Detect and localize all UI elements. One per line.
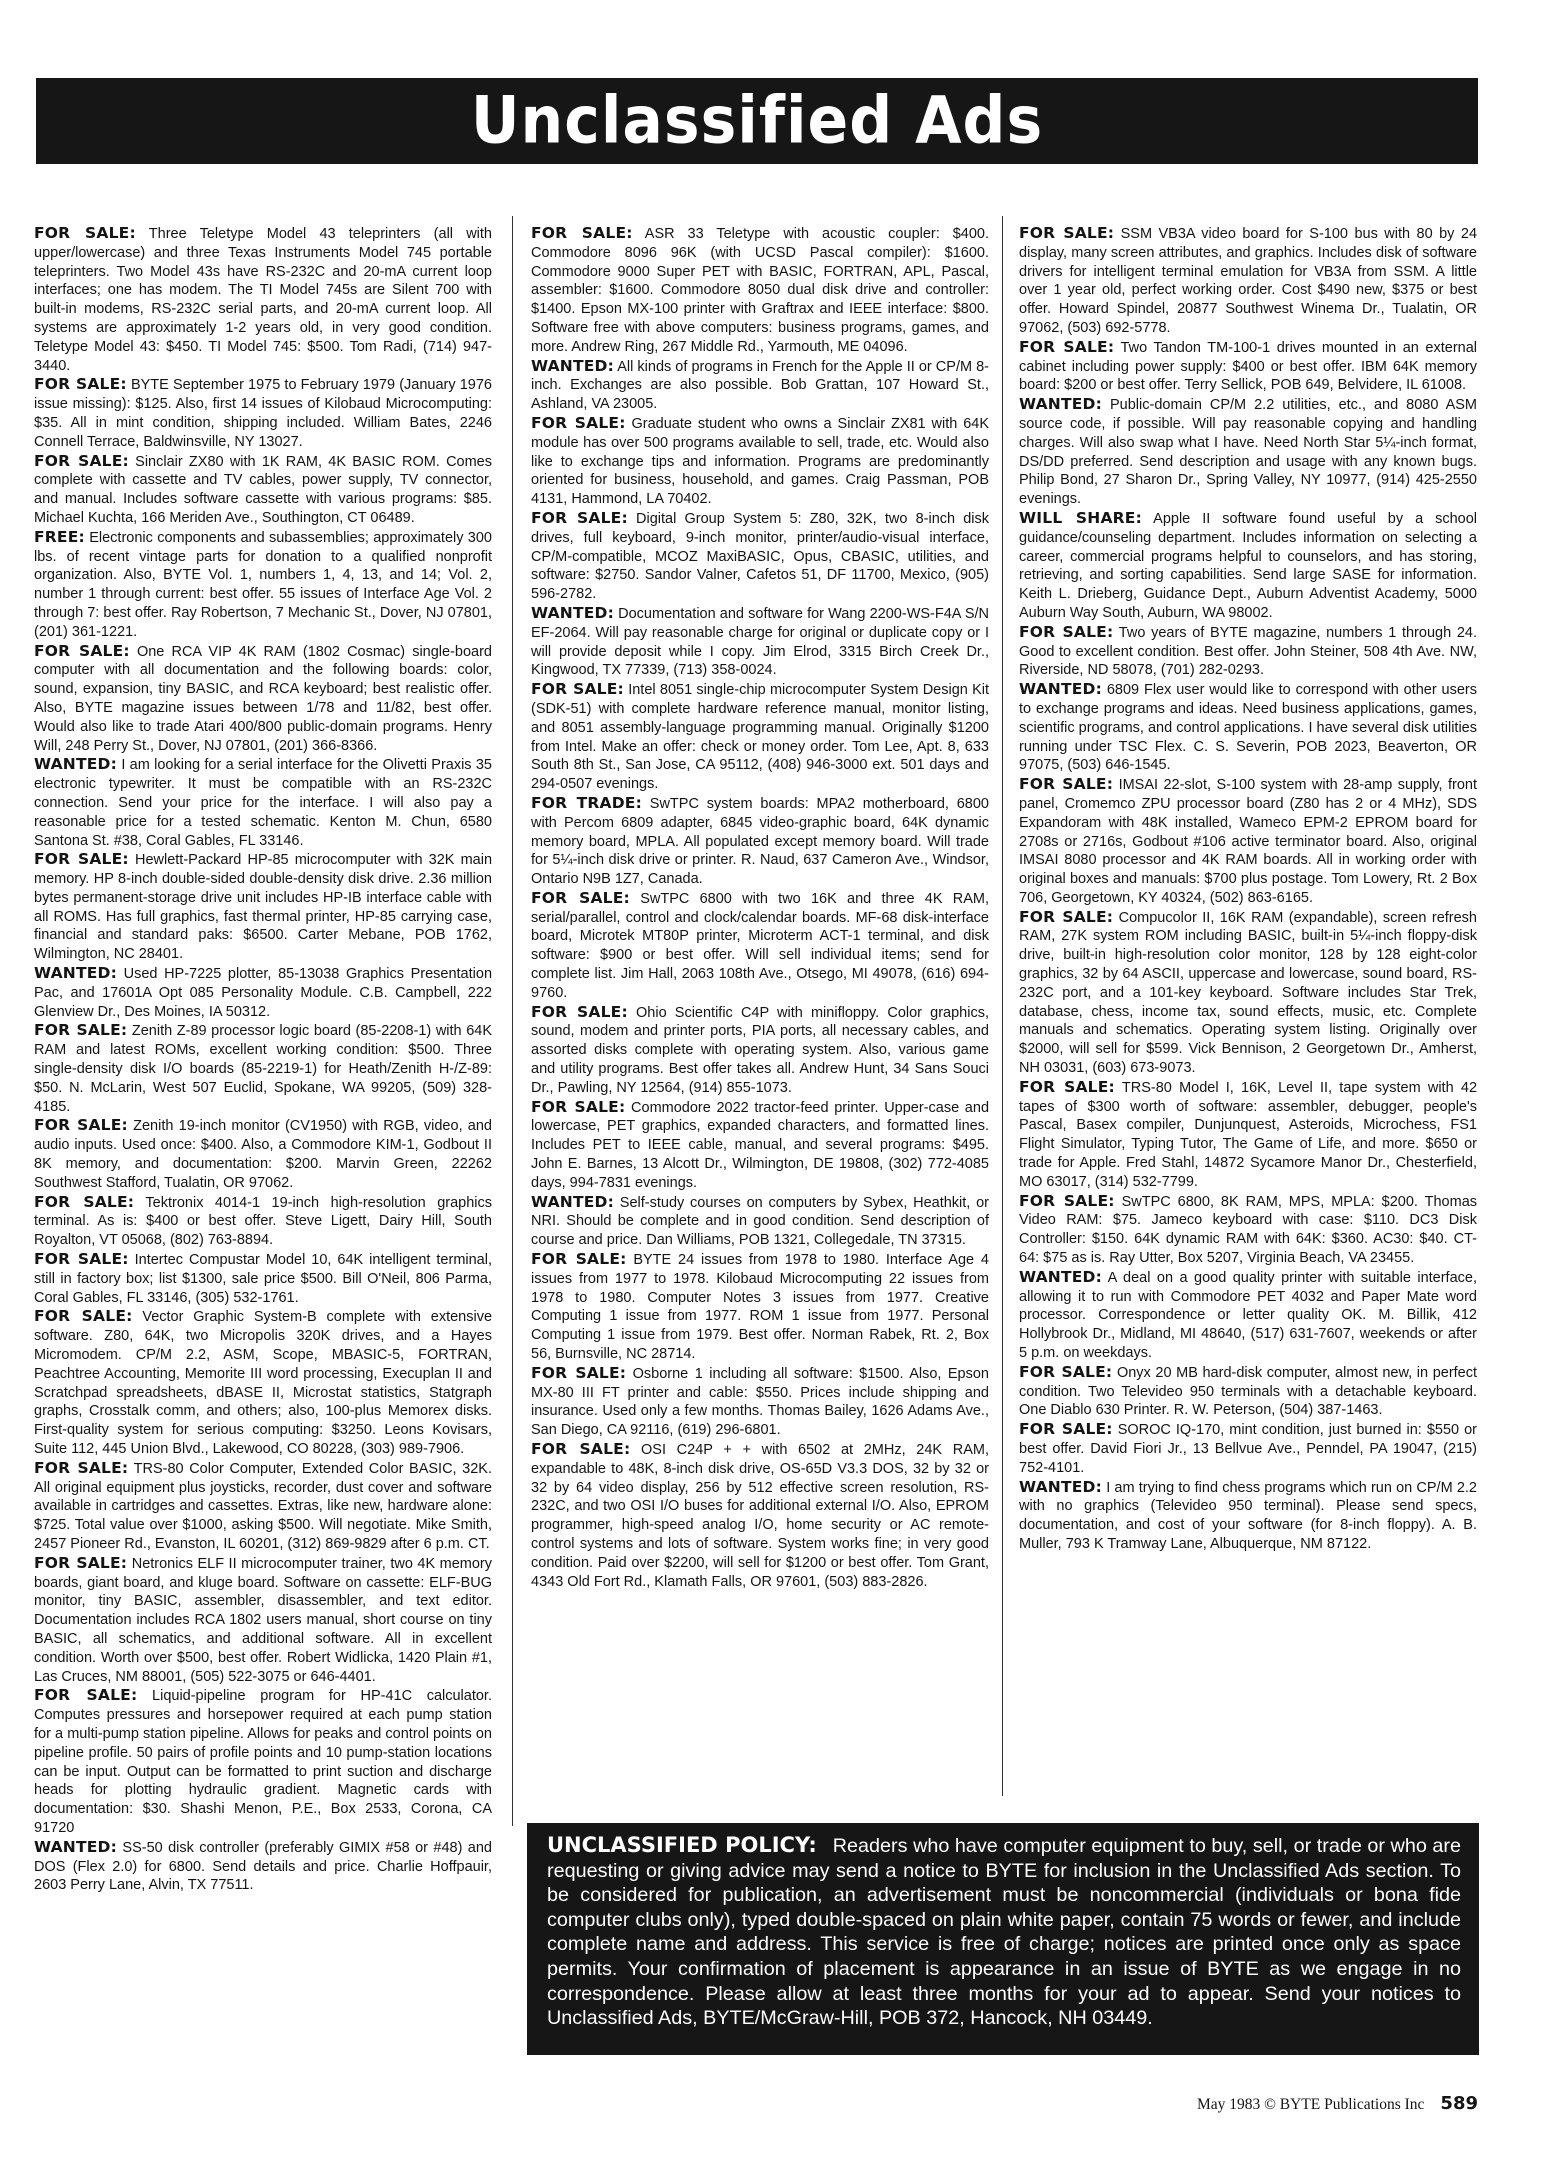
ad-label: FOR SALE: (531, 1097, 626, 1116)
ad-listing (34, 755, 492, 850)
ad-listing (1019, 395, 1477, 509)
ad-text: I am looking for a serial interface for the Olivetti Praxis 35 electronic typewriter. It must be compatible with an RS-232C connection. Send your price for the interface. I will also pay a reasonable price for a tested schematic. Kenton M. Chun, 6580 Santona St. #38, Coral Gables, FL 33146. (34, 757, 492, 849)
section-banner (36, 78, 1478, 164)
ad-text: Onyx 20 MB hard-disk computer, almost new, in perfect condition. Two Televideo 950 terminals with a detachable keyboard. One Diablo 630 Printer. R. W. Peterson, (504) 387-1463. (1019, 1364, 1478, 1419)
ad-label: FOR SALE: (1019, 1420, 1113, 1439)
ad-label: WANTED: (531, 603, 614, 622)
ad-text: SwTPC 6800, 8K RAM, MPS, MPLA: $200. Thomas Video RAM: $75. Jameco keyboard with case: $110. DC3 Disk Controller: $150. 64K dynamic RAM with 64K: $360. AC30: $40. CT-64: $75 as is. Ray Utter, Box 5207, Virginia Beach, VA 23455. (1019, 1193, 1478, 1267)
ad-listing (34, 224, 492, 375)
ad-listing (34, 964, 492, 1021)
ad-listing (1019, 775, 1477, 908)
ad-text: SwTPC system boards: MPA2 motherboard, 6800 with Percom 6809 adapter, 6845 video-graphic board, 64K dynamic memory board, MPLA. All populated except memory board. Will trade for 5¼-inch disk drive or printer. R. Naud, 637 Cameron Ave., Windsor, Ontario N9B 1Z7, Canada. (531, 795, 989, 888)
ad-text: ASR 33 Teletype with acoustic coupler: $400. Commodore 8096 96K (with UCSD Pascal compiler): $1600. Commodore 9000 Super PET with BASIC, FORTRAN, APL, Pascal, assembler: $1600. Commodore 8050 dual disk drive and controller: $1400. Epson MX-100 printer with Graftrax and IEEE interface: $800. Software free with above computers: business programs, games, and more. Andrew Ring, 267 Middle Rd., Yarmouth, ME 04096. (531, 226, 990, 355)
section-title: Unclassified Ads (470, 83, 1044, 159)
ad-text: Three Teletype Model 43 teleprinters (all with upper/lowercase) and three Texas Instruments Model 745 portable teleprinters. Two Model 43s have RS-232C and 20-mA current loop interfaces; one has modem. The TI Model 745s are Silent 700 with built-in modems, RS-232C serial parts, and 20-mA current loop. All systems are approximately 1-2 years old, in very good condition. Teletype Model 43: $450. TI Model 745: $500. Tom Radi, (714) 947-3440. (34, 226, 492, 374)
ad-text: Liquid-pipeline program for HP-41C calculator. Computes pressures and horsepower required at each pump station for a multi-pump station pipeline. Allows for peaks and control points on pipeline profile. 50 pairs of profile points and 10 pump-station locations can be input. Output can be formatted to print suction and discharge heads for plotting hydraulic gradient. Magnetic cards with documentation: $30. Shashi Menon, P.E., Box 2533, Corona, CA 91720 (34, 1688, 492, 1836)
ad-text: A deal on a good quality printer with suitable interface, allowing it to run with Commodore PET 4032 and Paper Mate word processor. Correspondence or letter quality OK. M. Billik, 412 Hollybrook Dr., Midland, MI 48640, (517) 631-7607, weekends or after 5 p.m. on weekdays. (1019, 1269, 1477, 1362)
ad-text: Digital Group System 5: Z80, 32K, two 8-inch disk drives, full keyboard, 9-inch monitor, printer/audio-visual interface, CP/M-compatible, MCOZ MaxiBASIC, Opus, CBASIC, utilities, and software: $2750. Sandor Valner, Cafetos 51, DF 11700, Mexico, (905) 596-2782. (531, 510, 990, 603)
ad-listing (34, 642, 492, 756)
policy-text: Readers who have computer equipment to buy, sell, or trade or who are requesting or giving advice may send a notice to BYTE for inclusion in the Unclassified Ads section. To be considered for publication, an advertisement must be noncommercial (individuals or bona fide computer clubs only), typed double-spaced on plain white paper, contain 75 words or fewer, and include complete name and address. This service is free of charge; notices are printed once only as space permits. Your confirmation of placement is appearance in an issue of BYTE as we engage in no correspondence. Please allow at least three months for your ad to appear. Send your notices to Unclassified Ads, BYTE/McGraw-Hill, POB 372, Hancock, NH 03449. (547, 1835, 1461, 2030)
unclassified-policy-box (527, 1823, 1479, 2055)
ad-label: FOR SALE: (1019, 622, 1114, 641)
ad-text: OSI C24P + + with 6502 at 2MHz, 24K RAM, expandable to 48K, 8-inch disk drive, OS-65D V3.3 DOS, 32 by 32 or 32 by 64 video display, 256 by 512 effective screen resolution, RS-232C, and two OSI I/O buses for additional external I/O. Also, EPROM programmer, high-speed analog I/O, home security or AC remote-control systems and lots of software. System works fine; in very good condition. Paid over $2200, will sell for $1200 or best offer. Tom Grant, 4343 Old Fort Rd., Klamath Falls, OR 97601, (503) 883-2826. (531, 1442, 990, 1590)
ad-label: FOR SALE: (34, 1116, 128, 1135)
ad-label: FOR SALE: (531, 680, 624, 699)
ad-label: WILL SHARE: (1019, 508, 1142, 527)
ad-text: Two years of BYTE magazine, numbers 1 through 24. Good to excellent condition. Best offer. John Steiner, 508 4th Ave. NW, Riverside, ND 58078, (701) 282-0293. (1019, 624, 1477, 679)
ad-label: FREE: (34, 527, 85, 546)
ad-text: Public-domain CP/M 2.2 utilities, etc., and 8080 ASM source code, if possible. Will pay reasonable copying and handling charges. Will also swap what I have. Need North Star 5¼-inch format, DS/DD preferred. Send description and usage with any known bugs. Philip Bond, 27 Sharon Dr., Spring Valley, NY 10977, (914) 425-2550 evenings. (1019, 397, 1478, 508)
ad-listing (1019, 1420, 1477, 1477)
ad-label: FOR SALE: (34, 1021, 128, 1040)
ad-text: Intertec Compustar Model 10, 64K intelligent terminal, still in factory box; list $1300, sale price $500. Bill O'Neil, 806 Parma, Coral Gables, FL 33146, (305) 532-1761. (34, 1252, 492, 1306)
ad-listing (531, 1193, 989, 1250)
page-footer (1197, 2093, 1478, 2114)
ad-label: FOR SALE: (531, 508, 628, 527)
ad-listing (1019, 1363, 1477, 1420)
ad-text: SSM VB3A video board for S-100 bus with 80 by 24 display, many screen attributes, and graphics. Includes disk of software drivers for intelligent terminal emulation for VB3A from SSM. A little over 1 year old, perfect working order. Cost $490 new, $375 or best offer. Howard Spindel, 20877 Southwest Winema Dr., Tualatin, OR 97062, (503) 692-5778. (1019, 226, 1478, 336)
ad-text: Apple II software found useful by a school guidance/counseling department. Includes information on selecting a career, commercial programs helpful to counselors, and has storing, retrieving, and sorting capabilities. Send large SASE for information. Keith L. Drieberg, Guidance Dept., Auburn Adventist Academy, 5000 Auburn Way South, Auburn, WA 98002. (1019, 510, 1477, 621)
ad-text: Intel 8051 single-chip microcomputer System Design Kit (SDK-51) with complete hardware reference manual, monitor listing, and 8051 assembly-language programming manual. Originally $1200 from Intel. Make an offer: check or money order. Tom Lee, Apt. 8, 633 South 8th St., San Jose, CA 95112, (408) 946-3000 ext. 501 days and 294-0507 evenings. (531, 682, 990, 793)
ad-text: SwTPC 6800 with two 16K and three 4K RAM, serial/parallel, control and clock/calendar boards. MF-68 disk-interface board, Microtek MT80P printer, Microterm ACT-1 terminal, and disk software: $900 or best offer. Will sell individual items; send for complete list. Jim Hall, 2063 108th Ave., Otsego, MI 49078, (616) 694-9760. (531, 890, 990, 1001)
ad-listing (34, 1116, 492, 1192)
ad-label: FOR SALE: (34, 1307, 133, 1326)
ad-label: FOR SALE: (531, 413, 626, 432)
ad-listing (1019, 1478, 1477, 1554)
ad-listing (34, 1307, 492, 1458)
ad-label: FOR SALE: (34, 1250, 129, 1269)
ad-text: Graduate student who owns a Sinclair ZX81 with 64K module has over 500 programs available to sell, trade, etc. Would also like to exchange tips and information. Programs are predominantly oriented for business, household, and games. Craig Passman, POB 4131, Hammond, LA 70402. (531, 415, 989, 508)
ad-listing (1019, 1268, 1477, 1363)
ad-listing (1019, 908, 1477, 1078)
ad-text: Zenith Z-89 processor logic board (85-2208-1) with 64K RAM and latest ROMs, excellent working condition: $500. Three single-density disk I/O boards (85-2219-1) for Heath/Zenith H-/Z-89: $50. N. McLarin, West 507 Euclid, Spokane, WA 99205, (509) 328-4185. (34, 1023, 493, 1115)
ad-label: WANTED: (1019, 1267, 1102, 1286)
ad-text: Vector Graphic System-B complete with extensive software. Z80, 64K, two Micropolis 320K drives, and a Hayes Micromodem. CP/M 2.2, ASM, Scope, MBASIC-5, FORTRAN, Peachtree Accounting, Memorite III word processing, Execuplan II and Scratchpad spreadsheets, dBASE II, Microstat statistics, Statgraph graphs, Crosstalk comm, and others; also, 100-plus Memorex disks. First-quality system for serious computing: $3250. Leons Kovisars, Suite 112, 445 Union Blvd., Lakewood, CO 80228, (303) 989-7906. (34, 1309, 493, 1457)
ad-listing (34, 1459, 492, 1554)
ad-text: TRS-80 Model I, 16K, Level II, tape system with 42 tapes of $300 worth of software: assembler, debugger, people's Pascal, Basex compiler, Dunjunquest, Asteroids, Microchess, FS1 Flight Simulator, Typing Tutor, The Game of Life, and more. $650 or trade for Apple. Fred Stahl, 14872 Sycamore Manor Dr., Chesterfield, MO 63017, (314) 532-7799. (1019, 1079, 1478, 1190)
ad-text: Sinclair ZX80 with 1K RAM, 4K BASIC ROM. Comes complete with cassette and TV cables, power supply, TV connector, and manual. Includes software cassette with various programs: $85. Michael Kuchta, 166 Meriden Ave., Southington, CT 06489. (34, 453, 492, 526)
ad-listing (1019, 224, 1477, 338)
ad-label: FOR SALE: (34, 1553, 128, 1572)
ad-text: BYTE September 1975 to February 1979 (January 1976 issue missing): $125. Also, first 14 issues of Kilobaud Microcomputing: $35. All in mint condition, shipping included. William Bates, 2246 Connell Terrace, Baldwinsville, NY 13027. (34, 377, 492, 450)
ad-text: Tektronix 4014-1 19-inch high-resolution graphics terminal. As is: $400 or best offer. Steve Ligett, Dairy Hill, South Royalton, VT 05068, (802) 763-8894. (34, 1194, 493, 1249)
ad-text: SS-50 disk controller (preferably GIMIX #58 or #48) and DOS (Flex 2.0) for 6800. Send details and price. Charlie Hoffpauir, 2603 Perry Lane, Alvin, TX 77511. (34, 1839, 492, 1894)
ad-label: FOR SALE: (531, 224, 633, 242)
ad-label: WANTED: (531, 356, 614, 375)
ad-listing (531, 1440, 989, 1591)
ads-column-3 (1019, 224, 1477, 1554)
ads-column-1 (34, 224, 492, 1895)
ad-listing (531, 680, 989, 794)
ad-listing (1019, 1078, 1477, 1192)
ad-listing (531, 509, 989, 604)
ad-label: FOR SALE: (34, 1192, 135, 1211)
ad-listing (531, 794, 989, 889)
ad-label: WANTED: (1019, 395, 1102, 414)
ad-label: FOR TRADE: (531, 793, 642, 812)
ad-label: FOR SALE: (531, 1002, 628, 1021)
ad-listing (34, 1686, 492, 1837)
ad-text: Documentation and software for Wang 2200-WS-F4A S/N EF-2064. Will pay reasonable charge for original or duplicate copy or I will provide deposit while I copy. Jim Elrod, 3315 Birch Creek Dr., Kingwood, TX 77339, (713) 358-0024. (531, 605, 989, 679)
ad-label: FOR SALE: (1019, 1077, 1115, 1096)
ad-listing (531, 224, 989, 357)
ad-listing (531, 357, 989, 414)
ad-label: FOR SALE: (531, 888, 630, 907)
page-number: 589 (1440, 2093, 1478, 2114)
footer-credit: May 1983 © BYTE Publications Inc (1196, 2096, 1425, 2113)
policy-label: UNCLASSIFIED POLICY: (547, 1833, 817, 1857)
ad-text: Used HP-7225 plotter, 85-13038 Graphics Presentation Pac, and 17601A Opt 085 Personality Module. C.B. Campbell, 222 Glenview Dr., Des Moines, IA 50312. (34, 966, 493, 1020)
ad-label: FOR SALE: (34, 375, 127, 394)
ad-listing (34, 1021, 492, 1116)
column-divider-2 (1002, 216, 1003, 1796)
column-divider-1 (512, 216, 513, 1826)
ad-label: FOR SALE: (1019, 1362, 1113, 1381)
ad-listing (34, 1838, 492, 1895)
ad-listing (1019, 1192, 1477, 1268)
ad-label: FOR SALE: (531, 1363, 627, 1382)
ad-listing (1019, 338, 1477, 395)
ad-listing (1019, 680, 1477, 775)
ad-label: FOR SALE: (34, 641, 130, 660)
ad-label: WANTED: (1019, 680, 1102, 699)
ad-text: Commodore 2022 tractor-feed printer. Upper-case and lowercase, PET graphics, expanded characters, and formatted lines. Includes PET to IEEE cable, manual, and several programs: $495. John E. Barnes, 13 Alcott Dr., Wilmington, DE 19808, (302) 772-4085 days, 994-7831 evenings. (531, 1099, 990, 1191)
ad-listing (34, 1193, 492, 1250)
ad-text: Self-study courses on computers by Sybex, Heathkit, or NRI. Should be complete and in good condition. Send description of course and price. Dan Williams, POB 1321, Collegedale, TN 37315. (531, 1194, 989, 1249)
ad-text: Electronic components and subassemblies; approximately 300 lbs. of recent vintage parts for donation to a qualified nonprofit organization. Also, BYTE Vol. 1, numbers 1, 4, 13, and 14; Vol. 2, number 1 through current: best offer. 55 issues of Interface Age Vol. 2 through 7: best offer. Ray Robertson, 7 Mechanic St., Dover, NJ 07801, (201) 361-1221. (34, 529, 492, 640)
ad-listing (34, 1250, 492, 1307)
ad-listing (34, 1554, 492, 1687)
ad-label: FOR SALE: (531, 1440, 631, 1458)
ad-label: FOR SALE: (34, 850, 129, 869)
ads-column-2 (531, 224, 989, 1591)
ad-label: FOR SALE: (531, 1250, 627, 1269)
ad-listing (531, 1364, 989, 1440)
ad-listing (531, 889, 989, 1003)
ad-label: FOR SALE: (34, 1458, 129, 1477)
ad-text: Hewlett-Packard HP-85 microcomputer with 32K main memory. HP 8-inch double-sided double-density disk drive. 2.36 million bytes permanent-storage drive unit includes HP-IB interface cable with all ROMS. Has full graphics, fast thermal printer, HP-85 carrying case, financial and standard paks: $6500. Carter Mebane, POB 1762, Wilmington, NC 28401. (34, 852, 493, 963)
ad-listing (531, 604, 989, 680)
ad-label: FOR SALE: (34, 1686, 138, 1705)
ad-listing (1019, 623, 1477, 680)
ad-listing (531, 1003, 989, 1098)
ad-text: Two Tandon TM-100-1 drives mounted in an external cabinet including power supply: $400 or best offer. IBM 64K memory board: $200 or best offer. Terry Sellick, POB 649, Belvidere, IL 61008. (1019, 339, 1478, 394)
ad-label: WANTED: (531, 1192, 614, 1211)
ad-listing (34, 850, 492, 964)
ad-text: All kinds of programs in French for the Apple II or CP/M 8-inch. Exchanges are also possible. Bob Grattan, 107 Howard St., Ashland, VA 23005. (531, 358, 989, 413)
ad-text: TRS-80 Color Computer, Extended Color BASIC, 32K. All original equipment plus joysticks, recorder, dust cover and software available in cartridges and cassettes. Extras, like new, hardware alone: $725. Total value over $1000, asking $500. Will negotiate. Mike Smith, 2457 Pioneer Rd., Evanston, IL 60201, (312) 869-9829 after 6 p.m. CT. (34, 1460, 493, 1552)
ad-text: Zenith 19-inch monitor (CV1950) with RGB, video, and audio inputs. Used once: $400. Also, a Commodore KIM-1, Godbout II 8K memory, and documentation: $200. Marvin Green, 22262 Southwest Stafford, Tualatin, OR 97062. (34, 1118, 492, 1191)
ad-text: SOROC IQ-170, mint condition, just burned in: $550 or best offer. David Fiori Jr., 13 Bellvue Ave., Penndel, PA 19047, (215) 752-4101. (1019, 1422, 1477, 1476)
ad-label: FOR SALE: (34, 224, 136, 242)
ad-listing (1019, 509, 1477, 623)
ad-label: FOR SALE: (34, 451, 129, 470)
ad-label: WANTED: (34, 755, 117, 774)
ad-listing (34, 528, 492, 642)
ad-label: FOR SALE: (1019, 337, 1115, 356)
ad-label: WANTED: (34, 964, 117, 983)
ad-text: Osborne 1 including all software: $1500. Also, Epson MX-80 III FT printer and cable: $550. Prices include shipping and insurance. Used only a few months. Thomas Bailey, 1626 Adams Ave., San Diego, CA 92116, (619) 296-6801. (531, 1365, 989, 1439)
ad-text: 6809 Flex user would like to correspond with other users to exchange programs and ideas. Need business applications, games, scientific programs, and control applications. I have several disk utilities running under TSC Flex. C. S. Severin, POB 2023, Beaverton, OR 97075, (503) 646-1545. (1019, 682, 1477, 774)
ad-listing (34, 375, 492, 451)
ad-listing (531, 414, 989, 509)
ad-listing (531, 1098, 989, 1193)
ad-label: FOR SALE: (1019, 1191, 1115, 1210)
ad-text: Netronics ELF II microcomputer trainer, two 4K memory boards, giant board, and kluge board. Software on cassette: ELF-BUG monitor, tiny BASIC, assembler, disassembler, and text editor. Documentation includes RCA 1802 users manual, short course on tiny BASIC, all schematics, and additional software. All in excellent condition. Worth over $500, best offer. Robert Widlicka, 1420 Plain #1, Las Cruces, NM 88001, (505) 522-3075 or 646-4401. (34, 1555, 493, 1685)
ad-text: Ohio Scientific C4P with minifloppy. Color graphics, sound, modem and printer ports, PIA ports, all necessary cables, and assorted disks complete with operating system. Also, various game and utility programs. Best offer takes all. Andrew Hunt, 34 Sans Souci Dr., Pawling, NY 12564, (914) 855-1073. (531, 1004, 989, 1096)
ad-text: BYTE 24 issues from 1978 to 1980. Interface Age 4 issues from 1977 to 1978. Kilobaud Microcomputing 22 issues from 1978 to 1980. Computer Notes 3 issues from 1977. Creative Computing 1 issue from 1977. ROM 1 issue from 1977. Personal Computing 1 issue from 1979. Best offer. Norman Rabek, Rt. 2, Box 56, Burnsville, NC 28714. (531, 1252, 989, 1363)
ad-text: One RCA VIP 4K RAM (1802 Cosmac) single-board computer with all documentation and the following boards: color, sound, expansion, tiny BASIC, and RCA keyboard; best realistic offer. Also, BYTE magazine issues between 1/78 and 11/82, best offer. Would also like to trade Atari 400/800 public-domain programs. Henry Will, 248 Perry St., Dover, NJ 07801, (201) 366-8366. (34, 643, 493, 754)
ad-label: FOR SALE: (1019, 224, 1115, 242)
ad-label: FOR SALE: (1019, 907, 1114, 926)
ad-text: I am trying to find chess programs which run on CP/M 2.2 with no graphics (Televideo 950 terminal). Please send specs, documentation, and cost of your software (for 8-inch floppy). A. B. Muller, 793 K Tramway Lane, Albuquerque, NM 87122. (1019, 1479, 1477, 1552)
ad-label: WANTED: (1019, 1477, 1102, 1496)
ad-label: FOR SALE: (1019, 775, 1114, 794)
ad-text: Compucolor II, 16K RAM (expandable), screen refresh RAM, 27K system ROM including BASIC, built-in 5¼-inch floppy-disk drive, built-in high-resolution color monitor, 128 by 128 eight-color graphics, 32 by 64 ASCII, uppercase and lowercase, sound board, RS-232C port, and a 101-key keyboard. Software includes Star Trek, database, chess, income tax, sound effects, music, etc. Complete manuals and schematics. Operating system listing. Originally over $2000, will sell for $599. Vick Bennison, 2 Georgetown Dr., Amherst, NH 03031, (603) 673-9073. (1019, 909, 1477, 1077)
ad-label: WANTED: (34, 1837, 117, 1856)
ad-listing (531, 1250, 989, 1364)
ad-listing (34, 452, 492, 528)
ad-text: IMSAI 22-slot, S-100 system with 28-amp supply, front panel, Cromemco ZPU processor board (Z80 has 2 or 4 MHz), SDS Expandoram with 48K installed, Wameco EPM-2 EPROM board for 2708s or 2716s, Godbout #106 active terminator board. Also, original IMSAI 8080 processor and 4K RAM boards. All in working order with original boxes and manuals: $700 plus postage. Tom Lowery, Rt. 2 Box 706, Georgetown, KY 40324, (502) 863-6165. (1019, 777, 1478, 906)
